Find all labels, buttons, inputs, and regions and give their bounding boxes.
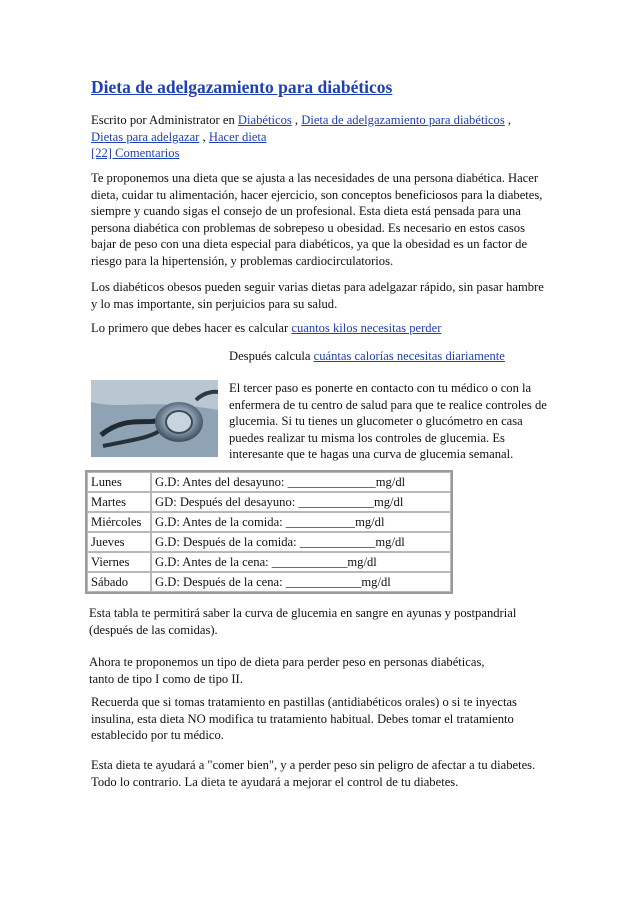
glucose-week-table xyxy=(85,470,453,594)
paragraph-closing: Esta dieta te ayudará a "comer bien", y a perder peso sin peligro de afectar a tu diabetes. Todo lo contrario. La dieta te ayudará a mejorar el control de tu diabetes. xyxy=(91,758,536,789)
day-cell: Sábado xyxy=(87,572,151,592)
paragraph-intro: Te proponemos una dieta que se ajusta a las necesidades de una persona diabética. Hacer dieta, cuidar tu alimentación, hacer ejercicio, son conceptos beneficiosos para la diabetes, siempre y cuando sigas el consejo de un profesional. Esta dieta está pensada para una persona diabética con problemas de sobrepeso u obesidad. Es necesario en estos casos bajar de peso con una dieta especial para diabéticos, ya que la obesidad es un factor de riesgo para la hipertensión, y problemas cardiocirculatorios. xyxy=(91,171,543,268)
category-link-diabeticos[interactable]: Diabéticos xyxy=(237,113,292,127)
calorias-link[interactable]: cuántas calorías necesitas diariamente xyxy=(313,349,505,363)
paragraph-treatment: Recuerda que si tomas tratamiento en pastillas (antidiabéticos orales) o si te inyectas insulina, esta dieta NO modifica tu tratamiento habitual. Debes tomar el tratamiento establecido por tu médico. xyxy=(91,695,517,742)
paragraph-step-one: Lo primero que debes hacer es calcular cuantos kilos necesitas perder xyxy=(91,321,442,335)
glucose-cell: G.D: Antes del desayuno: ______________mg/dl xyxy=(151,472,451,492)
day-cell: Viernes xyxy=(87,552,151,572)
table-row xyxy=(87,492,451,512)
glucose-cell: G.D: Después de la cena: ____________mg/dl xyxy=(151,572,451,592)
kilos-link[interactable]: cuantos kilos necesitas perder xyxy=(291,321,442,335)
author-line: Escrito por Administrator en xyxy=(91,113,235,127)
stethoscope-photo xyxy=(91,380,218,457)
paragraph-step-two: Después calcula cuántas calorías necesitas diariamente xyxy=(229,349,505,363)
table-row xyxy=(87,532,451,552)
article-title[interactable]: Dieta de adelgazamiento para diabéticos xyxy=(91,77,393,97)
glucose-cell: G.D: Después de la comida: ____________mg/dl xyxy=(151,532,451,552)
glucose-cell: G.D: Antes de la comida: ___________mg/dl xyxy=(151,512,451,532)
glucose-cell: G.D: Antes de la cena: ____________mg/dl xyxy=(151,552,451,572)
paragraph-table-note: Esta tabla te permitirá saber la curva de glucemia en sangre en ayunas y postpandrial (después de las comidas). xyxy=(89,606,517,637)
table-row xyxy=(87,472,451,492)
day-cell: Miércoles xyxy=(87,512,151,532)
day-cell: Jueves xyxy=(87,532,151,552)
article-meta: Escrito por Administrator en Diabéticos , Dieta de adelgazamiento para diabéticos , Dietas para adelgazar , Hacer dieta [22] Comentarios xyxy=(91,113,512,160)
day-cell: Martes xyxy=(87,492,151,512)
paragraph-obesos: Los diabéticos obesos pueden seguir varias dietas para adelgazar rápido, sin pasar hambre y lo mas importante, sin perjuicios para su salud. xyxy=(91,280,544,311)
paragraph-step-three: El tercer paso es ponerte en contacto con tu médico o con la enfermera de tu centro de salud para que te realice controles de glucemia. Si tu tienes un glucometer o glucómetro en casa puedes realizar tu misma los controles de glucemia. Es interesante que te hagas una curva de glucemia semanal. xyxy=(229,381,547,461)
category-link-hacer-dieta[interactable]: Hacer dieta xyxy=(208,129,267,144)
paragraph-diet-intro: Ahora te proponemos un tipo de dieta para perder peso en personas diabéticas, tanto de tipo I como de tipo II. xyxy=(89,655,485,686)
table-row xyxy=(87,512,451,532)
comments-link[interactable]: [22] Comentarios xyxy=(91,146,180,160)
glucose-cell: GD: Después del desayuno: ____________mg/dl xyxy=(151,492,451,512)
day-cell: Lunes xyxy=(87,472,151,492)
table-row xyxy=(87,572,451,592)
category-link-dietas-adelgazar[interactable]: Dietas para adelgazar xyxy=(91,129,200,144)
table-row xyxy=(87,552,451,572)
category-link-dieta-adelgazamiento[interactable]: Dieta de adelgazamiento para diabéticos xyxy=(301,113,505,127)
